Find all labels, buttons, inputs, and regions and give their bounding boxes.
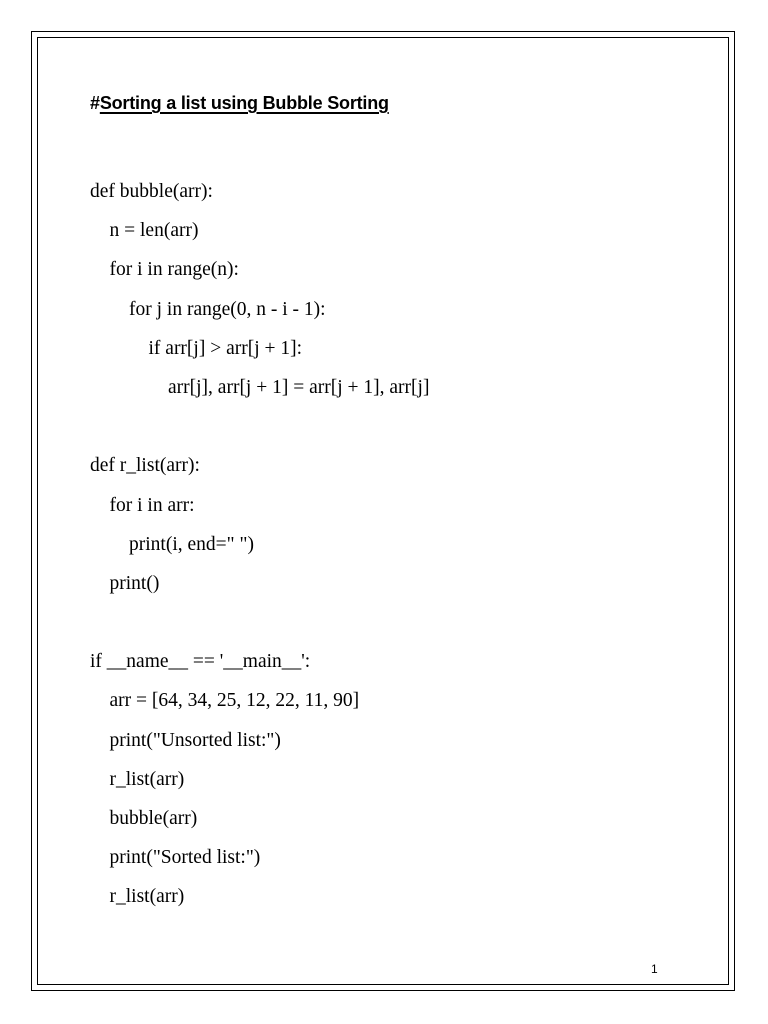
- code-line: arr[j], arr[j + 1] = arr[j + 1], arr[j]: [90, 376, 430, 398]
- code-line: if __name__ == '__main__':: [90, 651, 311, 673]
- code-line: print("Unsorted list:"): [90, 729, 281, 751]
- code-line: r_list(arr): [90, 886, 185, 908]
- code-line: r_list(arr): [90, 768, 185, 790]
- title-prefix: #: [90, 93, 100, 113]
- code-line: for i in range(n):: [90, 259, 239, 281]
- code-line: [90, 603, 429, 642]
- code-line: n = len(arr): [90, 220, 199, 242]
- code-line: for i in arr:: [90, 494, 195, 516]
- code-line: arr = [64, 34, 25, 12, 22, 11, 90]: [90, 690, 360, 712]
- code-line: for j in range(0, n - i - 1):: [90, 298, 326, 320]
- document-title: [90, 93, 389, 114]
- code-line: bubble(arr): [90, 808, 198, 829]
- code-line: print("Sorted list:"): [90, 847, 261, 869]
- code-block: [90, 172, 429, 917]
- code-line: def bubble(arr):: [90, 181, 213, 202]
- code-line: def r_list(arr):: [90, 455, 200, 477]
- code-line: if arr[j] > arr[j + 1]:: [90, 337, 303, 359]
- code-line: [90, 407, 429, 446]
- code-line: print(i, end=" "): [90, 533, 254, 555]
- page-number: 1: [651, 962, 658, 976]
- code-line: print(): [90, 572, 160, 594]
- title-text: Sorting a list using Bubble Sorting: [99, 93, 389, 113]
